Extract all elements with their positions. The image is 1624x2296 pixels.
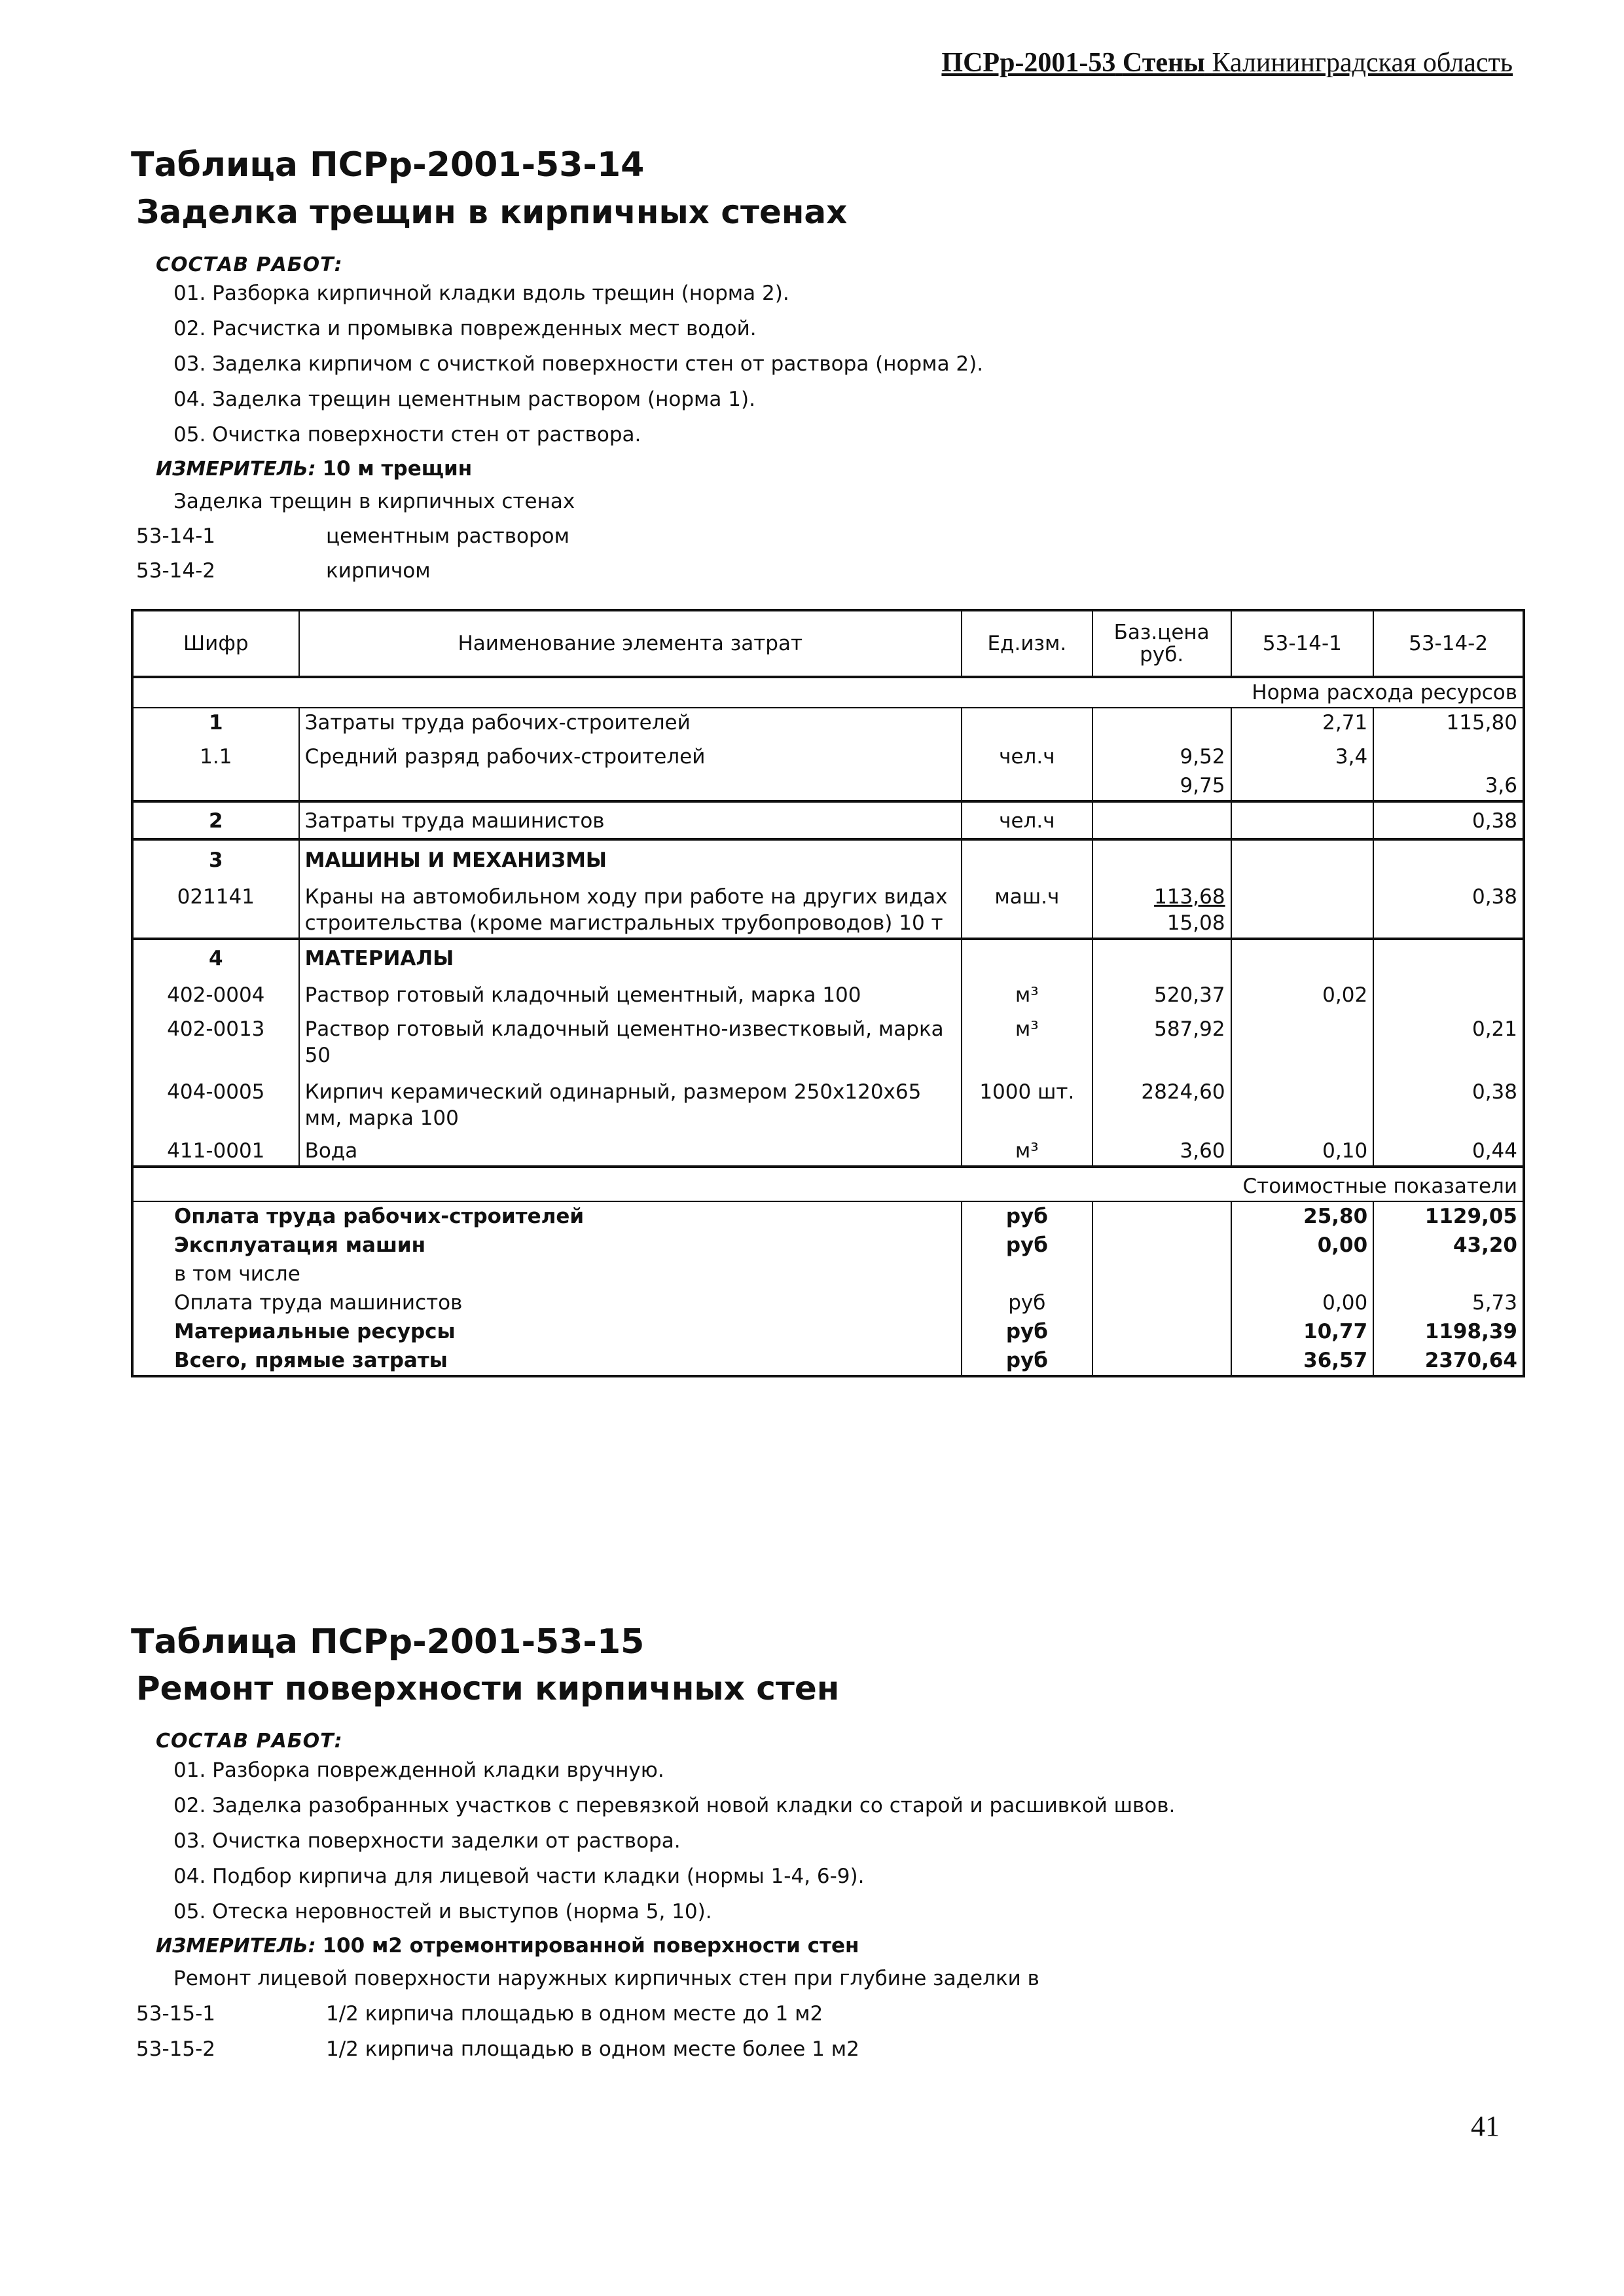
cost-unit: руб [962, 1201, 1092, 1231]
cell-price: 9,75 [1092, 771, 1231, 801]
cell-price [1092, 801, 1231, 839]
cost-header-row [132, 1167, 1524, 1201]
cell-name: Краны на автомобильном ходу при работе на других видах строительства (кроме магистральных трубопроводов) 10 т [299, 875, 962, 939]
cost-row [132, 1231, 1524, 1260]
cost-value-2: 2370,64 [1373, 1346, 1524, 1376]
table14-work-2: 02. Расчистка и промывка поврежденных мест водой. [173, 317, 757, 340]
table15-work-5: 05. Отеска неровностей и выступов (норма 5, 10). [173, 1900, 712, 1923]
cost-value-1: 0,00 [1231, 1288, 1374, 1317]
cost-price [1092, 1288, 1231, 1317]
cell-value-2 [1373, 839, 1524, 875]
table14-code-2: 53-14-2 [136, 559, 215, 583]
table14-work-5: 05. Очистка поверхности стен от раствора. [173, 423, 641, 446]
table-row [132, 1010, 1524, 1070]
table-row [132, 737, 1524, 771]
cell-price: 3,60 [1092, 1133, 1231, 1167]
cell-price: 2824,60 [1092, 1070, 1231, 1133]
cell-unit [962, 939, 1092, 973]
cell-name: Кирпич керамический одинарный, размером 250х120х65 мм, марка 100 [299, 1070, 962, 1133]
cell-value-2 [1373, 973, 1524, 1010]
cell-shifr: 3 [132, 839, 299, 875]
page-header [941, 47, 1513, 79]
cell-value-2 [1373, 939, 1524, 973]
cost-name: Оплата труда машинистов [174, 1291, 463, 1315]
cell-price [1092, 708, 1231, 737]
table-row [132, 1070, 1524, 1133]
cell-unit [962, 839, 1092, 875]
cell-unit: чел.ч [962, 801, 1092, 839]
cell-shifr: 402-0013 [167, 1017, 265, 1041]
table14-code-2-desc: кирпичом [326, 559, 431, 583]
table15-measure-value: 100 м2 отремонтированной поверхности стен [322, 1934, 859, 1958]
cell-name: МАШИНЫ И МЕХАНИЗМЫ [299, 839, 962, 875]
cell-name: МАТЕРИАЛЫ [299, 939, 962, 973]
cell-name: Затраты труда машинистов [299, 801, 962, 839]
cost-header: Стоимостные показатели [132, 1167, 1524, 1201]
col-header-53-14-1: 53-14-1 [1231, 610, 1374, 677]
cell-name: Раствор готовый кладочный цементный, марка 100 [299, 973, 962, 1010]
cost-value-2: 1198,39 [1373, 1317, 1524, 1346]
cell-unit: м³ [962, 1010, 1092, 1070]
cost-price [1092, 1260, 1231, 1288]
table-row [132, 875, 1524, 939]
cost-price [1092, 1317, 1231, 1346]
cell-price [1092, 839, 1231, 875]
table15-code-2: 53-15-2 [136, 2037, 215, 2061]
cost-row [132, 1317, 1524, 1346]
table14-code-1-desc: цементным раствором [326, 524, 569, 548]
table15-work-3: 03. Очистка поверхности заделки от раствора. [173, 1829, 681, 1853]
table-row [132, 801, 1524, 839]
table14-work-1: 01. Разборка кирпичной кладки вдоль трещин (норма 2). [173, 282, 789, 305]
cell-price: 587,92 [1092, 1010, 1231, 1070]
table15-code-1: 53-15-1 [136, 2002, 215, 2026]
cost-unit [962, 1260, 1092, 1288]
cell-value-1 [1231, 801, 1374, 839]
cell-shifr: 402-0004 [167, 983, 265, 1007]
cost-price [1092, 1231, 1231, 1260]
cell-unit: чел.ч [962, 737, 1092, 801]
cost-unit: руб [962, 1288, 1092, 1317]
cost-name: Материальные ресурсы [174, 1320, 456, 1343]
table15-subtitle: Ремонт поверхности кирпичных стен [136, 1669, 840, 1707]
cost-row [132, 1260, 1524, 1288]
cell-name: Средний разряд рабочих-строителей [299, 737, 962, 801]
cell-unit: м³ [962, 1133, 1092, 1167]
table15-description: Ремонт лицевой поверхности наружных кирпичных стен при глубине заделки в [173, 1967, 1039, 1990]
cell-value-1 [1231, 771, 1374, 801]
cell-value-1: 3,4 [1231, 737, 1374, 771]
col-header-price: Баз.цена руб. [1092, 610, 1231, 677]
table15-work-2: 02. Заделка разобранных участков с перевязкой новой кладки со старой и расшивкой швов. [173, 1794, 1176, 1817]
cell-value-1 [1231, 1070, 1374, 1133]
cell-value-1: 0,10 [1231, 1133, 1374, 1167]
cost-name: в том числе [174, 1262, 300, 1286]
cost-row [132, 1346, 1524, 1376]
cell-value-2 [1373, 737, 1524, 771]
table15-code-1-desc: 1/2 кирпича площадью в одном месте до 1 м2 [326, 2002, 823, 2026]
cell-unit: 1000 шт. [962, 1070, 1092, 1133]
header-code: ПСРр-2001-53 [941, 48, 1116, 78]
cell-shifr: 1.1 [200, 745, 232, 769]
cost-value-2 [1373, 1260, 1524, 1288]
cost-unit: руб [962, 1317, 1092, 1346]
cost-price [1092, 1201, 1231, 1231]
cost-value-2: 1129,05 [1373, 1201, 1524, 1231]
cell-value-1 [1231, 875, 1374, 939]
cell-value-2: 0,38 [1373, 801, 1524, 839]
col-header-unit: Ед.изм. [962, 610, 1092, 677]
cell-value-2: 0,44 [1373, 1133, 1524, 1167]
cell-price [1092, 939, 1231, 973]
table14-code-1: 53-14-1 [136, 524, 215, 548]
cell-shifr: 404-0005 [167, 1080, 265, 1104]
cell-price: 520,37 [1092, 973, 1231, 1010]
table14-work-3: 03. Заделка кирпичом с очисткой поверхности стен от раствора (норма 2). [173, 352, 984, 376]
norma-header-row [132, 677, 1524, 708]
cost-name: Всего, прямые затраты [174, 1349, 448, 1372]
cost-value-1: 25,80 [1231, 1201, 1374, 1231]
cell-value-2: 0,21 [1373, 1010, 1524, 1070]
cell-shifr: 2 [132, 801, 299, 839]
cell-shifr: 411-0001 [167, 1139, 265, 1163]
cell-value-2: 0,38 [1373, 875, 1524, 939]
cell-shifr: 4 [132, 939, 299, 973]
cell-value-1 [1231, 939, 1374, 973]
cell-value-1: 2,71 [1231, 708, 1374, 737]
table-row [132, 1133, 1524, 1167]
table15-title: Таблица ПСРр-2001-53-15 [131, 1622, 645, 1662]
cell-name: Затраты труда рабочих-строителей [299, 708, 962, 737]
table14-description: Заделка трещин в кирпичных стенах [173, 490, 575, 513]
cell-price [1092, 875, 1231, 939]
table14-measure-value: 10 м трещин [322, 457, 473, 481]
cell-value-2: 0,38 [1373, 1070, 1524, 1133]
cost-name: Оплата труда рабочих-строителей [132, 1201, 962, 1231]
col-header-name: Наименование элемента затрат [299, 610, 962, 677]
table-row [132, 708, 1524, 737]
norma-header: Норма расхода ресурсов [132, 677, 1524, 708]
price-line-1: 113,68 [1154, 885, 1225, 909]
table15-work-4: 04. Подбор кирпича для лицевой части кладки (нормы 1-4, 6-9). [173, 1865, 865, 1888]
cell-name: Раствор готовый кладочный цементно-известковый, марка 50 [299, 1010, 962, 1070]
cell-value-1 [1231, 1010, 1374, 1070]
col-header-53-14-2: 53-14-2 [1373, 610, 1524, 677]
cell-value-2: 115,80 [1373, 708, 1524, 737]
cost-value-2: 5,73 [1373, 1288, 1524, 1317]
header-section: Стены [1122, 48, 1205, 78]
page-number: 41 [1471, 2110, 1500, 2142]
cost-unit: руб [962, 1231, 1092, 1260]
cost-row [132, 1201, 1524, 1231]
cost-row [132, 1288, 1524, 1317]
table15-sostav-label: СОСТАВ РАБОТ: [156, 1730, 343, 1753]
cost-unit: руб [962, 1346, 1092, 1376]
cell-shifr: 021141 [177, 885, 255, 909]
cost-price [1092, 1346, 1231, 1376]
cell-name: Вода [299, 1133, 962, 1167]
resource-table [131, 609, 1525, 1377]
table-row [132, 839, 1524, 875]
cell-unit: м³ [962, 973, 1092, 1010]
cell-price: 9,52 [1092, 737, 1231, 771]
table14-sostav-label: СОСТАВ РАБОТ: [156, 253, 343, 276]
table14-measure-label: ИЗМЕРИТЕЛЬ: [156, 458, 316, 481]
cell-shifr: 1 [132, 708, 299, 737]
table14-subtitle: Заделка трещин в кирпичных стенах [136, 193, 848, 231]
price-line-2: 15,08 [1166, 911, 1225, 935]
cost-value-2: 43,20 [1373, 1231, 1524, 1260]
table15-measure [156, 1934, 859, 1958]
table14-title: Таблица ПСРр-2001-53-14 [131, 145, 645, 185]
table14-work-4: 04. Заделка трещин цементным раствором (норма 1). [173, 388, 755, 411]
cell-value-2: 3,6 [1373, 771, 1524, 801]
cost-value-1: 10,77 [1231, 1317, 1374, 1346]
table15-work-1: 01. Разборка поврежденной кладки вручную. [173, 1758, 664, 1782]
cost-value-1 [1231, 1260, 1374, 1288]
cell-unit [962, 708, 1092, 737]
cell-unit: маш.ч [962, 875, 1092, 939]
cell-value-1 [1231, 839, 1374, 875]
table15-measure-label: ИЗМЕРИТЕЛЬ: [156, 1935, 316, 1958]
table14-measure [156, 457, 472, 481]
header-region: Калининградская область [1212, 48, 1513, 78]
cell-value-1: 0,02 [1231, 973, 1374, 1010]
cost-name: Эксплуатация машин [174, 1233, 426, 1257]
table15-code-2-desc: 1/2 кирпича площадью в одном месте более 1 м2 [326, 2037, 859, 2061]
table-row [132, 939, 1524, 973]
cost-value-1: 36,57 [1231, 1346, 1374, 1376]
col-header-shifr: Шифр [183, 632, 249, 655]
cost-value-1: 0,00 [1231, 1231, 1374, 1260]
table-header-row [132, 610, 1524, 677]
table-row [132, 973, 1524, 1010]
